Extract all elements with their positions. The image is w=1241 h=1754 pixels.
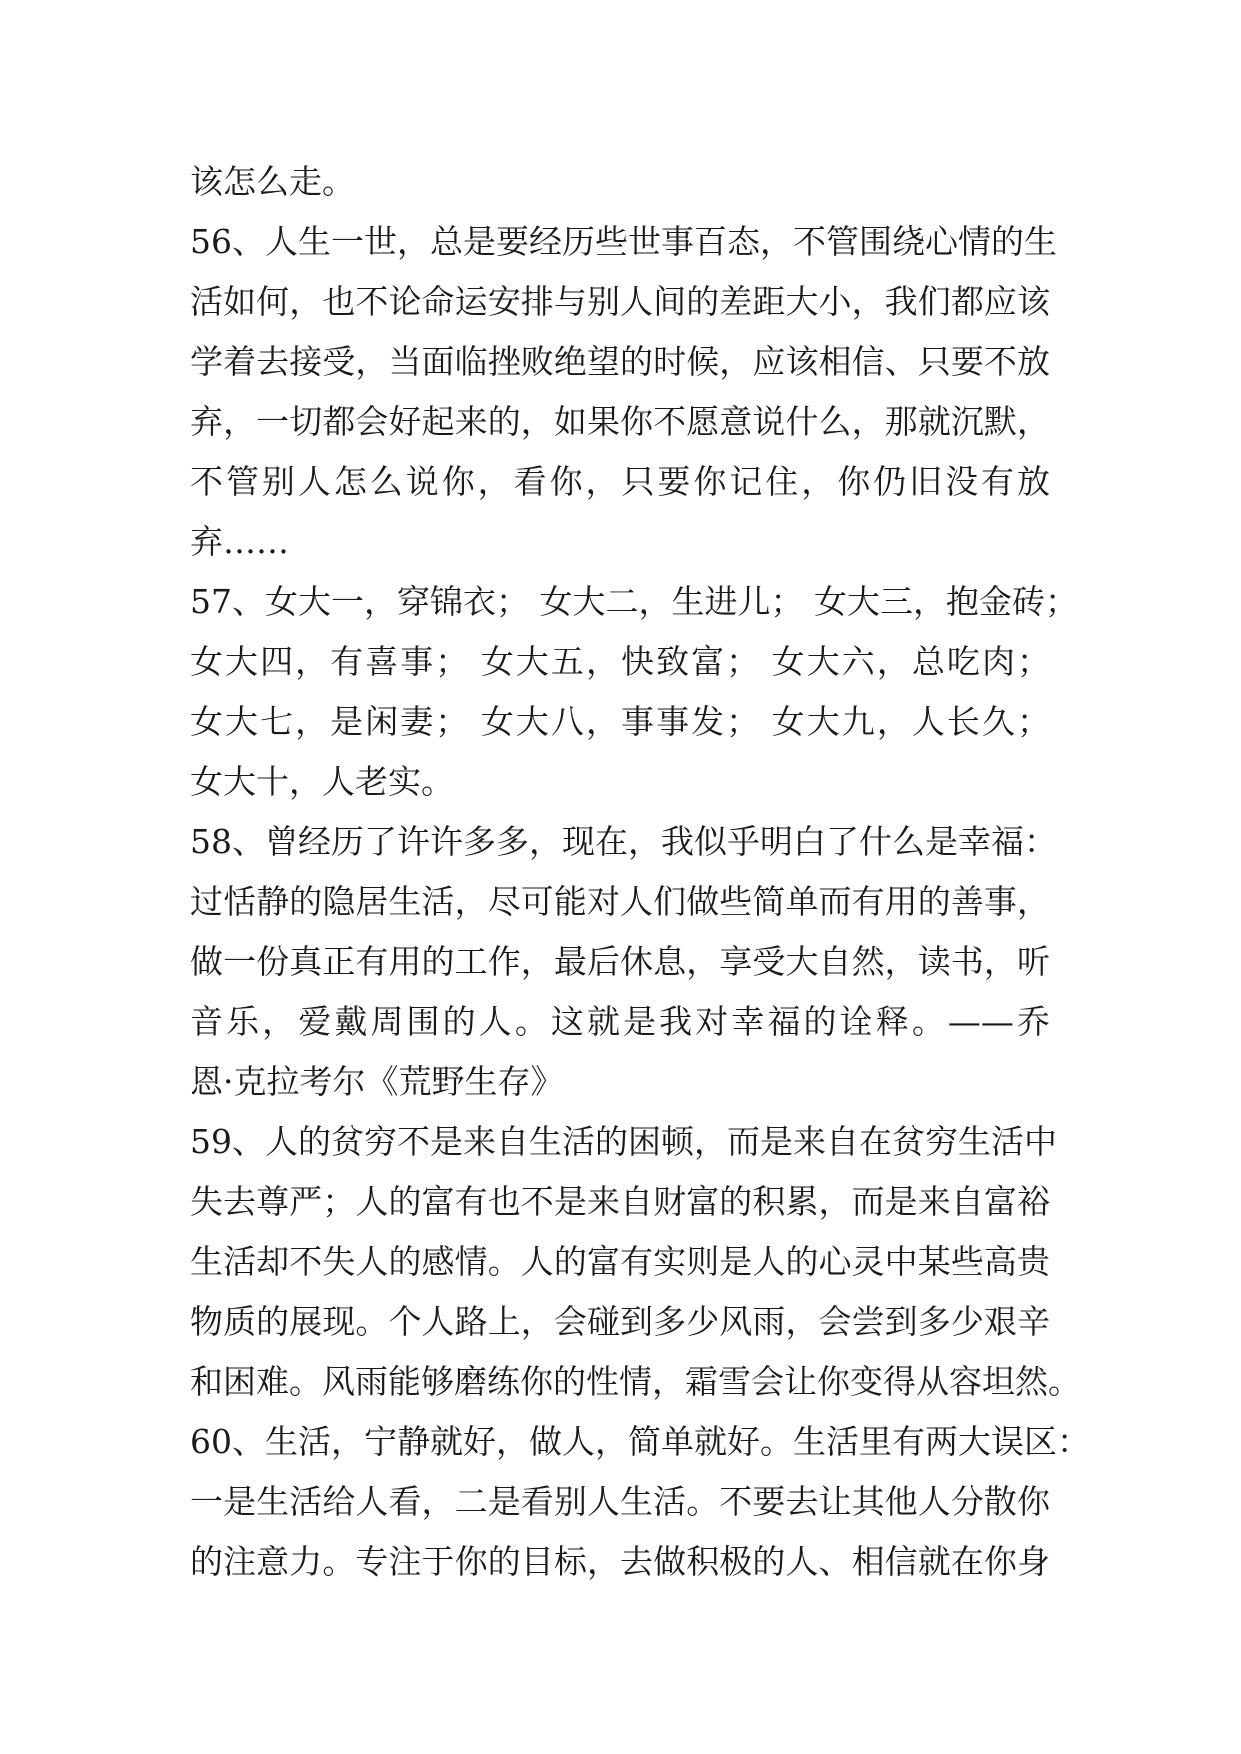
text-line: 音乐，爱戴周围的人。这就是我对幸福的诠释。——乔 [190,1002,1050,1041]
text-line: 和困难。风雨能够磨练你的性情，霜雪会让你变得从容坦然。 [190,1362,1081,1401]
text-line: 57、女大一，穿锦衣； 女大二，生进儿； 女大三，抱金砖； [190,582,1078,621]
text-line: 女大十，人老实。 [190,762,454,801]
text-line: 活如何，也不论命运安排与别人间的差距大小，我们都应该 [190,282,1050,321]
text-line: 生活却不失人的感情。人的富有实则是人的心灵中某些高贵 [190,1242,1050,1281]
text-line: 学着去接受，当面临挫败绝望的时候，应该相信、只要不放 [190,342,1050,381]
text-line: 56、人生一世，总是要经历些世事百态，不管围绕心情的生 [190,222,1057,261]
document-body [190,152,1090,1592]
text-line: 弃…… [190,522,289,561]
text-line: 过恬静的隐居生活，尽可能对人们做些简单而有用的善事， [190,882,1050,921]
text-line: 的注意力。专注于你的目标，去做积极的人、相信就在你身 [190,1542,1050,1581]
text-line: 59、人的贫穷不是来自生活的困顿，而是来自在贫穷生活中 [190,1122,1057,1161]
text-line: 不管别人怎么说你，看你，只要你记住，你仍旧没有放 [190,462,1050,501]
text-line: 恩·克拉考尔《荒野生存》 [190,1062,564,1101]
text-line: 该怎么走。 [190,162,355,201]
text-line: 做一份真正有用的工作，最后休息，享受大自然，读书，听 [190,942,1050,981]
text-line: 失去尊严；人的富有也不是来自财富的积累，而是来自富裕 [190,1182,1050,1221]
text-line: 物质的展现。个人路上，会碰到多少风雨，会尝到多少艰辛 [190,1302,1050,1341]
text-line: 58、曾经历了许许多多，现在，我似乎明白了什么是幸福： [190,822,1057,861]
text-line: 60、生活，宁静就好，做人，简单就好。生活里有两大误区： [190,1422,1090,1461]
text-line: 一是生活给人看，二是看别人生活。不要去让其他人分散你 [190,1482,1050,1521]
text-line: 女大七，是闲妻； 女大八，事事发； 女大九，人长久； [190,702,1050,741]
text-line: 女大四，有喜事； 女大五，快致富； 女大六，总吃肉； [190,642,1050,681]
text-line: 弃，一切都会好起来的，如果你不愿意说什么，那就沉默， [190,402,1050,441]
